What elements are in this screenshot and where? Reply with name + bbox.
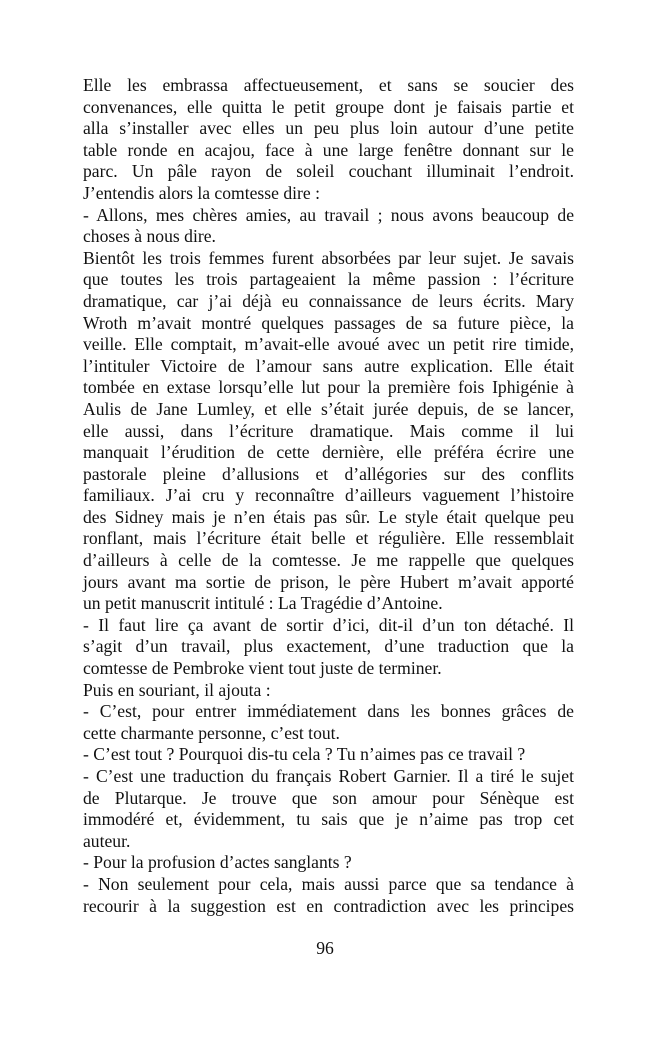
text-line: veille. Elle comptait, m’avait-elle avoué avec un petit rire timide, <box>83 334 574 355</box>
text-line: parc. Un pâle rayon de soleil couchant illuminait l’endroit. <box>83 161 574 182</box>
text-line: Elle les embrassa affectueusement, et sans se soucier des <box>83 75 574 95</box>
text-line: pastorale pleine d’allusions et d’allégories sur des conflits <box>83 463 574 484</box>
text-line: convenances, elle quitta le petit groupe dont je faisais partie et <box>83 96 574 117</box>
text-line: immodéré et, évidemment, tu sais que je n’aime pas trop cet <box>83 809 574 830</box>
text-line: que toutes les trois partageaient la même passion : l’écriture <box>83 269 574 290</box>
text-line: Wroth m’avait montré quelques passages de sa future pièce, la <box>83 312 574 333</box>
text-line: elle aussi, dans l’écriture dramatique. Mais comme il lui <box>83 420 574 441</box>
text-line: - C’est, pour entrer immédiatement dans les bonnes grâces de <box>83 701 574 722</box>
text-line: manquait l’érudition de cette dernière, elle préféra écrire une <box>83 442 574 463</box>
text-line: - Pour la profusion d’actes sanglants ? <box>83 852 352 873</box>
text-line: Aulis de Jane Lumley, et elle s’était jurée depuis, de se lancer, <box>83 398 574 419</box>
text-line: ronflant, mais l’écriture était belle et régulière. Elle ressemblait <box>83 528 574 549</box>
text-line: un petit manuscrit intitulé : La Tragédie d’Antoine. <box>83 593 443 614</box>
text-line: s’agit d’un travail, plus exactement, d’une traduction que la <box>83 636 574 657</box>
text-line: - Il faut lire ça avant de sortir d’ici, dit-il d’un ton détaché. Il <box>83 614 574 635</box>
text-line: jours avant ma sortie de prison, le père Hubert m’avait apporté <box>83 571 574 592</box>
text-line: cette charmante personne, c’est tout. <box>83 722 340 743</box>
text-line: - C’est tout ? Pourquoi dis-tu cela ? Tu n’aimes pas ce travail ? <box>83 744 526 765</box>
text-line: Puis en souriant, il ajouta : <box>83 679 271 700</box>
text-line: tombée en extase lorsqu’elle lut pour la première fois Iphigénie à <box>83 377 574 398</box>
text-line: table ronde en acajou, face à une large fenêtre donnant sur le <box>83 139 574 160</box>
text-line: J’entendis alors la comtesse dire : <box>83 182 320 203</box>
text-line: familiaux. J’ai cru y reconnaître d’ailleurs vaguement l’histoire <box>83 485 574 506</box>
text-line: auteur. <box>83 830 131 851</box>
text-line: des Sidney mais je n’en étais pas sûr. Le style était quelque peu <box>83 506 574 527</box>
text-line: recourir à la suggestion est en contradiction avec les principes <box>83 895 574 916</box>
text-line: comtesse de Pembroke vient tout juste de terminer. <box>83 658 442 679</box>
text-line: - Non seulement pour cela, mais aussi parce que sa tendance à <box>83 873 574 894</box>
page-number: 96 <box>316 938 334 958</box>
text-line: d’ailleurs à celle de la comtesse. Je me rappelle que quelques <box>83 550 574 571</box>
text-line: Bientôt les trois femmes furent absorbées par leur sujet. Je savais <box>83 247 574 268</box>
text-line: - C’est une traduction du français Robert Garnier. Il a tiré le sujet <box>83 766 574 786</box>
text-line: l’intituler Victoire de l’amour sans autre explication. Elle était <box>83 355 574 376</box>
text-line: dramatique, car j’ai déjà eu connaissance de leurs écrits. Mary <box>83 290 574 311</box>
text-line: alla s’installer avec elles un peu plus loin autour d’une petite <box>83 118 574 139</box>
text-line: de Plutarque. Je trouve que son amour pour Sénèque est <box>83 787 574 808</box>
text-line: choses à nous dire. <box>83 226 216 247</box>
text-line: - Allons, mes chères amies, au travail ; nous avons beaucoup de <box>83 204 574 225</box>
body-text <box>83 75 574 917</box>
